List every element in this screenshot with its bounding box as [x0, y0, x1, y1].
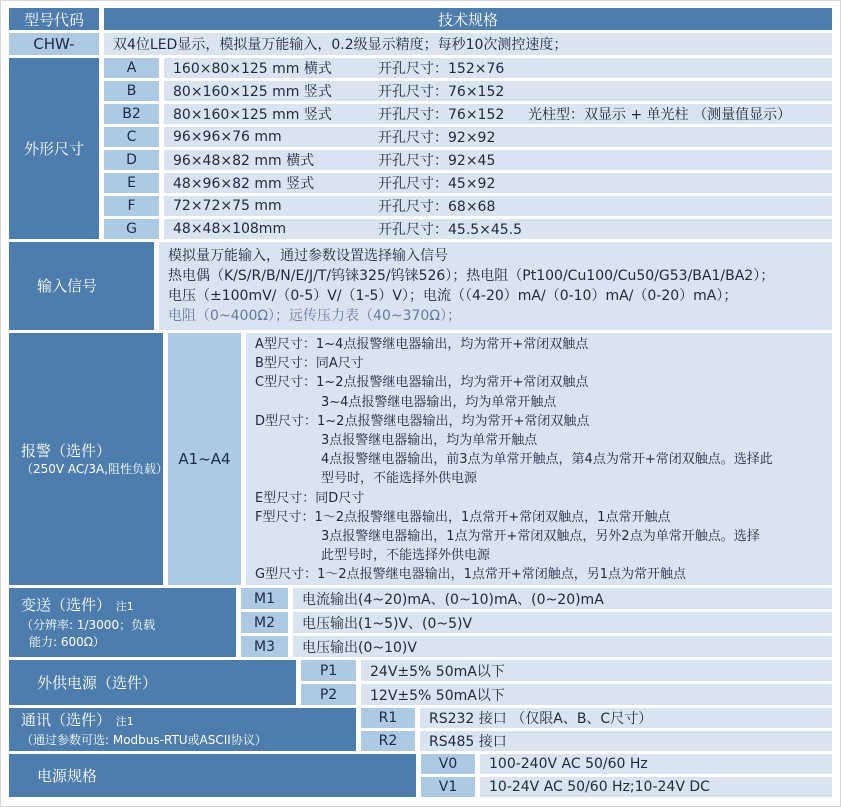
input-signal-line: 热电偶（K/S/R/B/N/E/J/T/钨铼325/钨铼526）；热电阻（Pt100/Cu100/Cu50/G53/BA1/BA2）；	[168, 268, 775, 284]
dimension-size: 80×160×125 mm 竖式	[173, 107, 332, 123]
alarm-line: 此型号时，不能选择外供电源	[321, 548, 491, 564]
dimension-code: D	[104, 150, 159, 170]
alarm-line: 4点报警继电器输出，前3点为单常开触点，第4点为常开+常闭双触点。选择此	[321, 452, 773, 468]
comm-desc: RS485 接口	[420, 731, 832, 751]
dimension-hole: 开孔尺寸：76×152	[378, 107, 505, 123]
dimension-hole: 开孔尺寸：152×76	[378, 61, 505, 77]
transmit-row-m2	[241, 612, 832, 633]
comm-section	[9, 708, 832, 751]
dimension-code: C	[104, 127, 159, 147]
dimension-size: 96×96×76 mm	[173, 129, 282, 145]
table-header-row	[9, 8, 832, 30]
transmit-section	[9, 588, 832, 657]
transmit-note: 注1	[115, 599, 134, 613]
power-desc: 10-24V AC 50/60 Hz;10-24V DC	[480, 777, 832, 797]
dimension-row-g	[104, 219, 832, 239]
comm-label-title: 通讯（选件）	[21, 711, 112, 729]
dimension-hole: 开孔尺寸：92×45	[378, 153, 496, 169]
alarm-line: F型尺寸：1～2点报警继电器输出，1点常开+常闭双触点，1点常开触点	[255, 509, 671, 525]
power-row-v1	[421, 777, 832, 797]
transmit-label-sub1: （分辨率: 1/3000；负载	[21, 617, 156, 632]
transmit-desc: 电流输出(4~20)mA、(0~10)mA、(0~20)mA	[293, 588, 832, 609]
ext-power-section	[9, 660, 832, 705]
power-row-v0	[421, 754, 832, 774]
input-signal-label: 输入信号	[9, 242, 154, 330]
alarm-line: E型尺寸：同D尺寸	[255, 490, 365, 506]
alarm-section	[9, 333, 832, 585]
transmit-label-title: 变送（选件）	[21, 595, 112, 614]
dimension-row-a	[104, 58, 832, 78]
dimensions-label: 外形尺寸	[9, 58, 99, 239]
dimension-row-c	[104, 127, 832, 147]
model-prefix: CHW-	[9, 33, 99, 55]
power-code: V0	[421, 754, 475, 774]
alarm-line: 3点报警继电器输出，均为单常开触点	[321, 433, 538, 449]
transmit-label-sub2: 能力: 600Ω）	[29, 634, 105, 649]
transmit-desc: 电压输出(0~10)V	[293, 636, 832, 657]
dimension-hole: 开孔尺寸：68×68	[378, 199, 496, 215]
header-tech-spec: 技术规格	[104, 8, 832, 30]
dimension-row-b2	[104, 104, 832, 124]
dimension-code: B2	[104, 104, 159, 124]
transmit-code: M2	[241, 612, 288, 633]
comm-row-r1	[361, 708, 832, 728]
input-signal-line: 电压（±100mV/（0-5）V/（1-5）V）；电流（（4-20）mA/（0-10）mA/（0-20）mA）；	[168, 288, 738, 304]
dimension-row-e	[104, 173, 832, 193]
power-desc: 100-240V AC 50/60 Hz	[480, 754, 832, 774]
transmit-row-m1	[241, 588, 832, 609]
transmit-label	[9, 588, 236, 657]
ext-power-label: 外供电源（选件）	[9, 660, 296, 705]
header-model-code: 型号代码	[9, 8, 99, 30]
dimension-size: 48×48×108mm	[173, 221, 287, 237]
alarm-label-title: 报警（选件）	[21, 441, 112, 460]
dimension-size: 80×160×125 mm 竖式	[173, 84, 332, 100]
alarm-line: 3~4点报警继电器输出，均为单常开触点	[321, 394, 557, 410]
dimension-row-d	[104, 150, 832, 170]
alarm-line: G型尺寸：1～2点报警继电器输出，1点常开+常闭触点，另1点为常开触点	[255, 567, 687, 583]
ext-power-desc: 12V±5% 50mA以下	[361, 684, 832, 705]
transmit-desc: 电压输出(1~5)V、(0~5)V	[293, 612, 832, 633]
alarm-line: C型尺寸：1~2点报警继电器输出，均为常开+常闭双触点	[255, 375, 589, 391]
model-prefix-row	[9, 33, 832, 55]
alarm-content	[246, 333, 832, 585]
comm-label	[9, 708, 356, 751]
ext-power-row-p2	[301, 684, 832, 705]
power-spec-section	[9, 754, 832, 797]
dimension-size: 48×96×82 mm 竖式	[173, 176, 315, 192]
alarm-line: D型尺寸：1~2点报警继电器输出，均为常开+常闭双触点	[255, 413, 590, 429]
comm-label-sub: （通过参数可选: Modbus-RTU或ASCII协议）	[21, 733, 267, 747]
model-description: 双4位LED显示，模拟量万能输入，0.2级显示精度；每秒10次测控速度；	[104, 33, 832, 55]
power-spec-label: 电源规格	[9, 754, 416, 797]
power-code: V1	[421, 777, 475, 797]
dimension-code: G	[104, 219, 159, 239]
dimension-code: E	[104, 173, 159, 193]
alarm-line: 型号时，不能选择外供电源	[321, 471, 478, 487]
dimension-hole: 开孔尺寸：76×152	[378, 84, 505, 100]
input-signal-content	[159, 242, 832, 330]
ext-power-code: P2	[301, 684, 356, 705]
input-signal-line: 模拟量万能输入，通过参数设置选择输入信号	[168, 248, 448, 264]
dimension-code: F	[104, 196, 159, 216]
alarm-line: A型尺寸：1~4点报警继电器输出，均为常开+常闭双触点	[255, 337, 589, 352]
alarm-label	[9, 333, 169, 585]
transmit-code: M3	[241, 636, 288, 657]
dimension-hole: 开孔尺寸：45×92	[378, 176, 496, 192]
dimension-row-b	[104, 81, 832, 101]
dimension-code: B	[104, 81, 159, 101]
dimension-code: A	[104, 58, 159, 78]
dimension-extra: 光柱型：双显示 + 单光柱 （测量值显示）	[528, 107, 792, 123]
dimension-hole: 开孔尺寸：45.5×45.5	[378, 222, 523, 238]
dimension-size: 72×72×75 mm	[173, 198, 282, 214]
transmit-row-m3	[241, 636, 832, 657]
dimension-size: 96×48×82 mm 横式	[173, 153, 315, 169]
dimension-row-f	[104, 196, 832, 216]
comm-code: R2	[361, 731, 415, 751]
input-signal-line: 电阻（0~400Ω）；远传压力表（40~370Ω）；	[168, 308, 462, 324]
dimensions-section	[9, 58, 832, 239]
alarm-line: B型尺寸：同A尺寸	[255, 356, 364, 372]
ext-power-code: P1	[301, 660, 356, 681]
ext-power-row-p1	[301, 660, 832, 681]
comm-note: 注1	[115, 715, 134, 728]
dimension-hole: 开孔尺寸：92×92	[378, 130, 496, 146]
comm-row-r2	[361, 731, 832, 751]
alarm-line: 3点报警继电器输出，1点为常开+常闭双触点，另外2点为单常开触点。选择	[321, 529, 760, 545]
alarm-label-rating: （250V AC/3A,阻性负载）	[21, 461, 169, 476]
dimension-size: 160×80×125 mm 横式	[173, 61, 332, 77]
comm-desc: RS232 接口 （仅限A、B、C尺寸）	[420, 708, 832, 728]
ext-power-desc: 24V±5% 50mA以下	[361, 660, 832, 681]
comm-code: R1	[361, 708, 415, 728]
alarm-code: A1~A4	[168, 333, 241, 585]
transmit-code: M1	[241, 588, 288, 609]
input-signal-section	[9, 242, 832, 330]
